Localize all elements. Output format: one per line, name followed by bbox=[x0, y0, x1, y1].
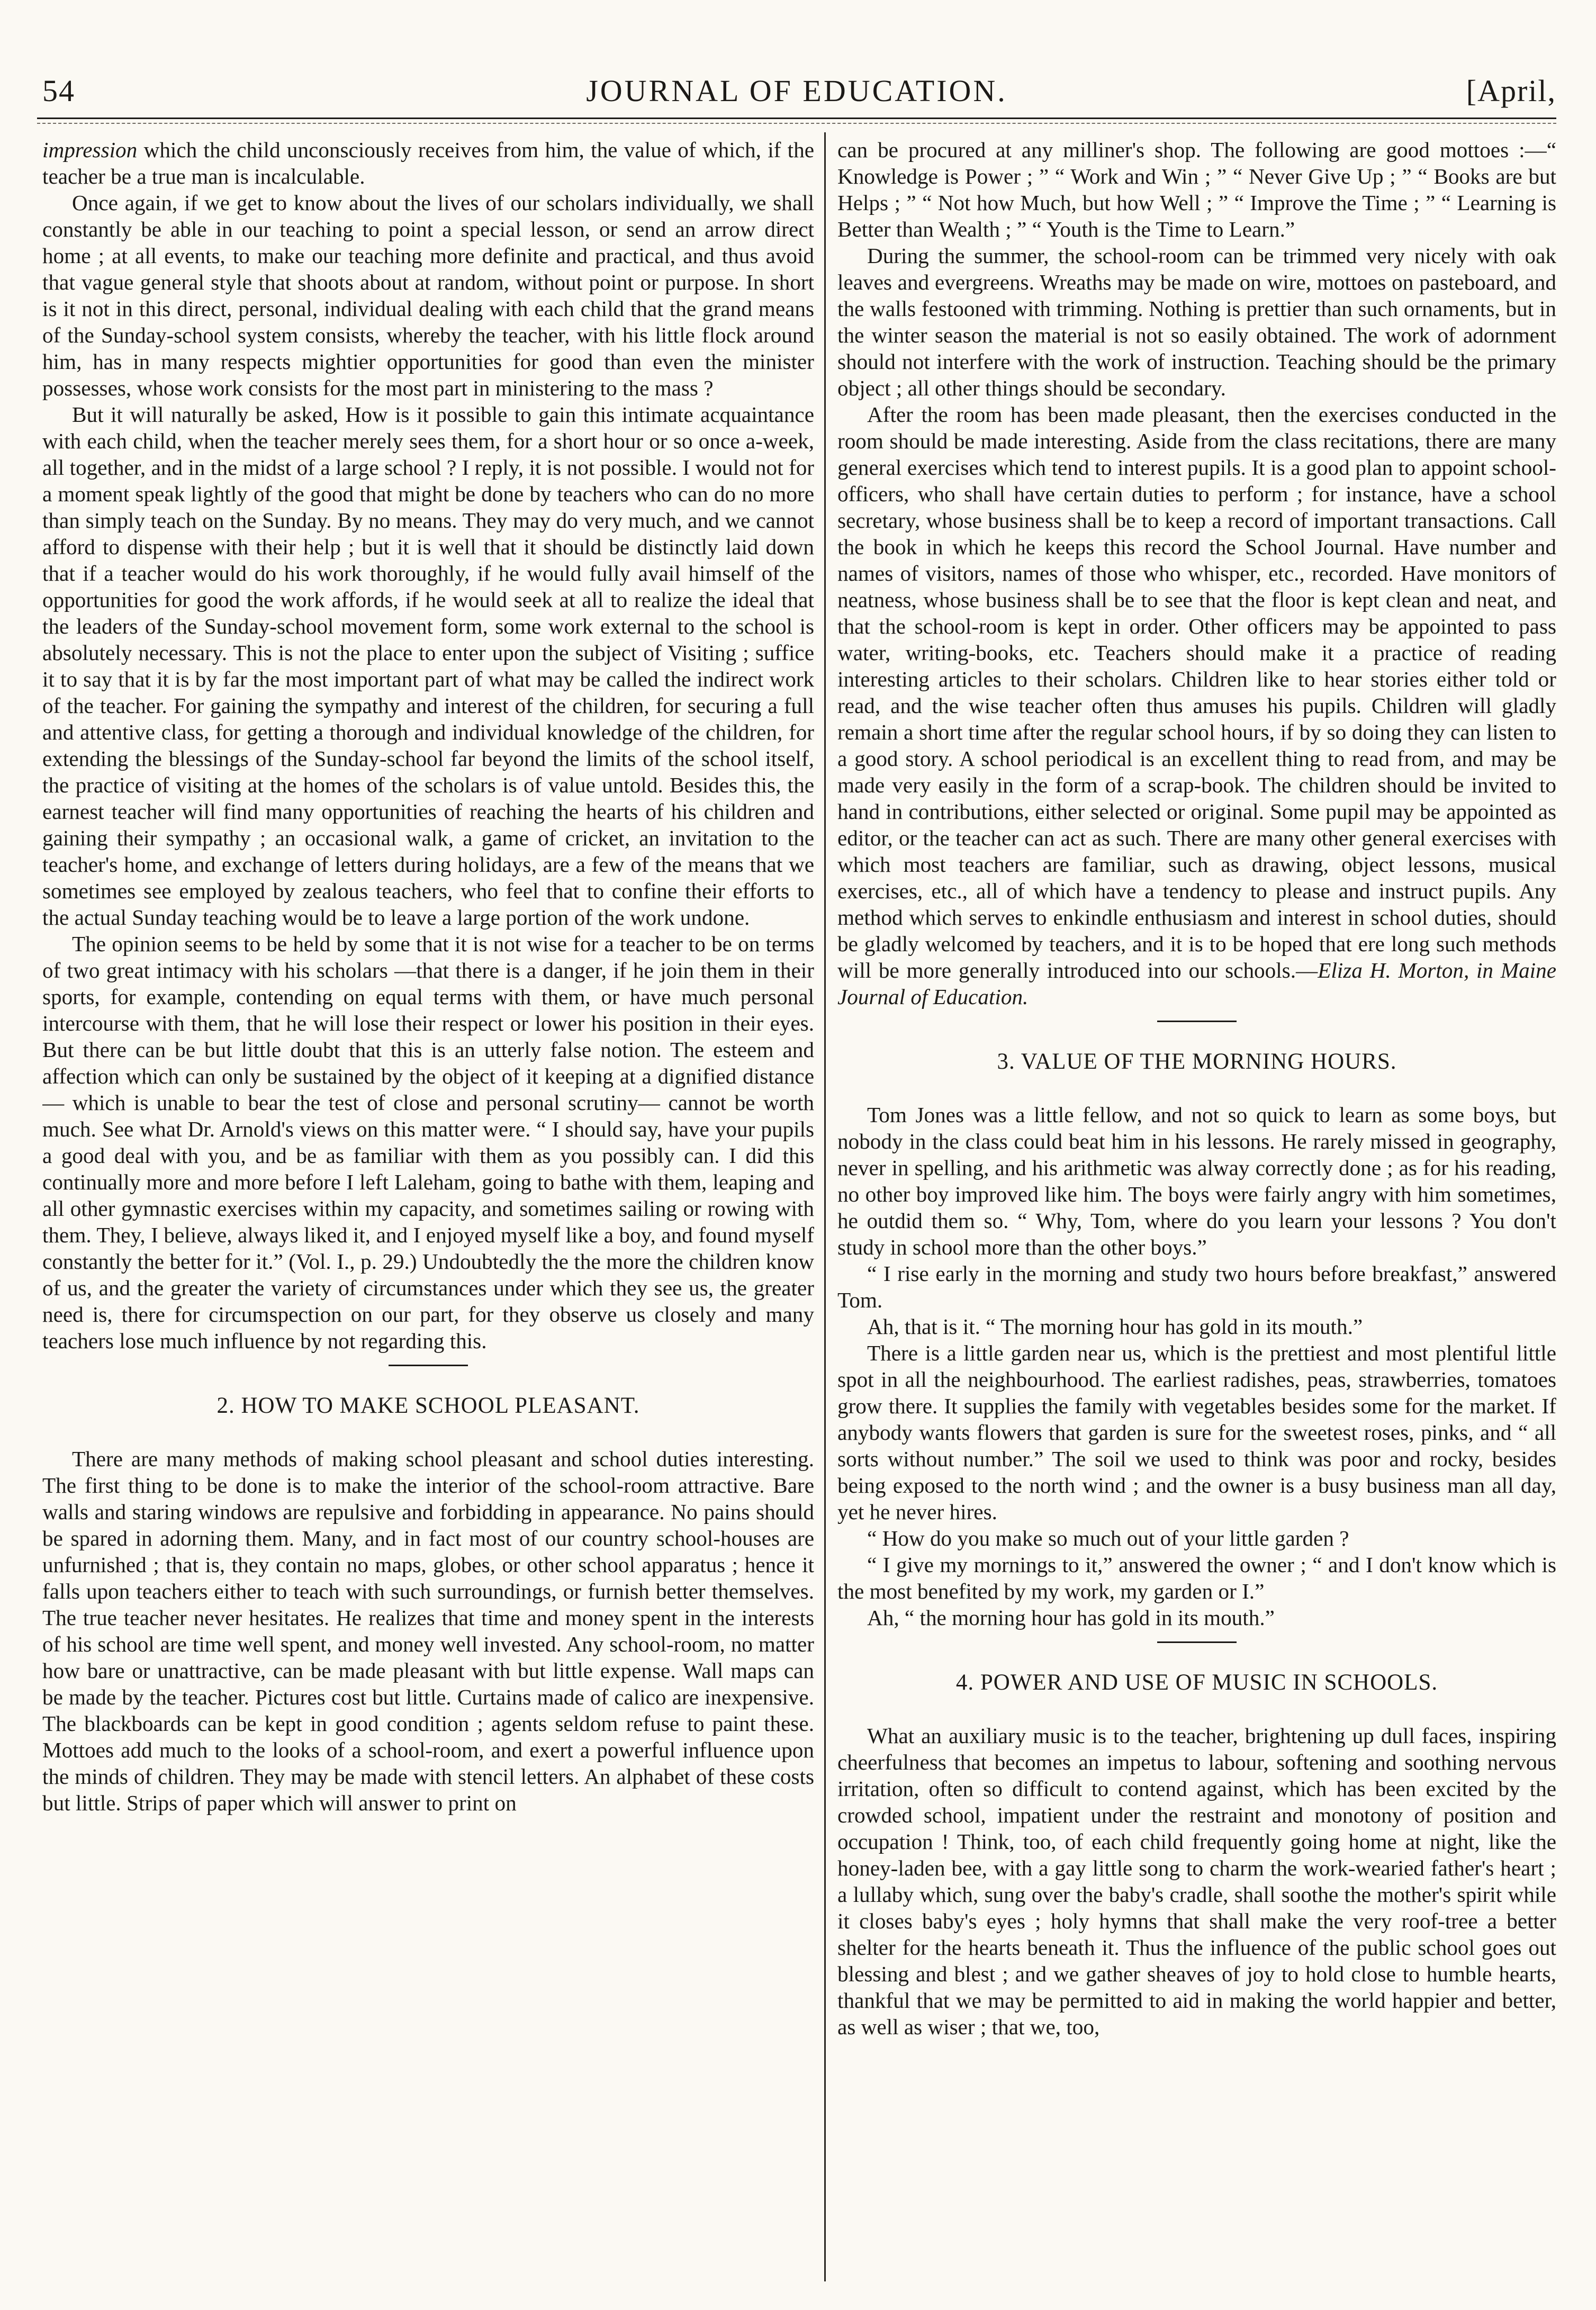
running-head bbox=[37, 62, 1556, 110]
section-divider bbox=[389, 1365, 468, 1366]
journal-title: JOURNAL OF EDUCATION. bbox=[586, 74, 1007, 108]
paragraph: “ I rise early in the morning and study two hours before breakfast,” answered Tom. bbox=[837, 1261, 1556, 1312]
paragraph: Tom Jones was a little fellow, and not so quick to learn as some boys, but nobody in the class could beat him in his lessons. He rarely missed in geography, never in spelling, and his arithmetic was alway correctly done ; as for his reading, no other boy improved like him. The boys were fairly angry with him sometimes, he outdid them so. “ Why, Tom, where do you learn your lessons ? You don't study in school more than the other boys.” bbox=[837, 1103, 1556, 1259]
article-credit: Eliza H. Morton, in Maine Journal of Education. bbox=[837, 958, 1556, 1009]
header-rule-dashed bbox=[37, 123, 1556, 124]
section-heading-3: 3. VALUE OF THE MORNING HOURS. bbox=[997, 1049, 1397, 1074]
paragraph: impression which the child unconsciously receives from him, the value of which, if the teacher be a true man is incalculable. bbox=[42, 138, 814, 188]
section-divider bbox=[1157, 1641, 1237, 1643]
paragraph: There is a little garden near us, which is the prettiest and most plentiful little spot in all the neighbourhood. The earliest radishes, peas, strawberries, tomatoes grow there. It supplies the family with vegetables besides some for the market. If anybody wants flowers that garden is sure for the sweetest roses, pinks, and “ all sorts without number.” The soil we used to think was poor and rocky, besides being exposed to the north wind ; and the owner is a busy business man all day, yet he never hires. bbox=[837, 1341, 1556, 1524]
section-heading-4: 4. POWER AND USE OF MUSIC IN SCHOOLS. bbox=[955, 1670, 1438, 1695]
column-divider bbox=[824, 132, 826, 2281]
paragraph: The opinion seems to be held by some that it is not wise for a teacher to be on terms of two great intimacy with his scholars —that there is a danger, if he join them in their sports, for example, contending on equal terms with them, or have much personal intercourse with them, that he will lose their respect or lower his position in their eyes. But there can be but little doubt that this is an utterly false notion. The esteem and affection which can only be sustained by the object of it keeping at a dignified distance— which is unable to bear the test of close and personal scrutiny— cannot be worth much. See what Dr. Arnold's views on this matter were. “ I should say, have your pupils a good deal with you, and be as familiar with them as you possibly can. I did this continually more and more before I left Laleham, going to bathe with them, leaping and all other gymnastic exercises within my capacity, and sometimes sailing or rowing with them. They, I believe, always liked it, and I enjoyed myself like a boy, and found myself constantly the better for it.” (Vol. I., p. 29.) Undoubtedly the the more the children know of us, and the greater the variety of circumstances under which they see us, the greater need is, there for circumspection on our part, for they observe us closely and many teachers lose much influence by not regarding this. bbox=[42, 932, 814, 1353]
paragraph: After the room has been made pleasant, then the exercises conducted in the room should be made interesting. Aside from the class recitations, there are many general exercises which tend to interest pupils. It is a good plan to appoint school-officers, who shall have certain duties to perform ; for instance, have a school secretary, whose business shall be to keep a record of important transactions. Call the book in which he keeps this record the School Journal. Have number and names of visitors, names of those who whisper, etc., recorded. Have monitors of neatness, whose business shall be to see that the floor is kept clean and neat, and that the school-room is kept in order. Other officers may be appointed to pass water, writing-books, etc. Teachers should make it a practice of reading interesting articles to their scholars. Children like to hear stories either told or read, and the wise teacher often thus amuses his pupils. Children will gladly remain a short time after the regular school hours, if by so doing they can listen to a good story. A school periodical is an excellent thing to read from, and may be made very easily in the form of a scrap-book. The children should be invited to hand in contributions, either selected or original. Some pupil may be appointed as editor, or the teacher can act as such. There are many other general exercises with which most teachers are familiar, such as drawing, object lessons, musical exercises, etc., all of which have a tendency to please and instruct pupils. Any method which serves to enkindle enthusiasm and interest in school duties, should be gladly welcomed by teachers, and it is to be hoped that ere long such methods will be more generally introduced into our schools.—Eliza H. Morton, in Maine Journal of Education. bbox=[837, 402, 1556, 1009]
header-rule bbox=[37, 118, 1556, 119]
section-heading-2: 2. HOW TO MAKE SCHOOL PLEASANT. bbox=[217, 1393, 640, 1418]
italic-word: impression bbox=[42, 138, 138, 162]
paragraph: Ah, “ the morning hour has gold in its mouth.” bbox=[867, 1605, 1275, 1630]
paragraph: What an auxiliary music is to the teacher, brightening up dull faces, inspiring cheerfulness that becomes an impetus to labour, softening and soothing nervous irritation, often so difficult to contend against, which has been excited by the crowded school, impatient under the restraint and monotony of position and occupation ! Think, too, of each child frequently going home at night, like the honey-laden bee, with a gay little song to charm the work-wearied father's heart ; a lullaby which, sung over the baby's cradle, shall soothe the mother's spirit while it closes baby's eyes ; holy hymns that shall make the very roof-tree a better shelter for the hearts beneath it. Thus the influence of the public school goes out blessing and blest ; and we gather sheaves of joy to hold close to humble hearts, thankful that we may be permitted to aid in making the world happier and better, as well as wiser ; that we, too, bbox=[837, 1724, 1556, 2039]
right-column bbox=[837, 137, 1556, 2286]
paragraph: “ I give my mornings to it,” answered the owner ; “ and I don't know which is the most benefited by my work, my garden or I.” bbox=[837, 1553, 1556, 1603]
paragraph: Once again, if we get to know about the lives of our scholars individually, we shall constantly be able in our teaching to point a special lesson, or send an arrow direct home ; at all events, to make our teaching more definite and practical, and thus avoid that vague general style that shoots about at random, without point or purpose. In short is it not in this direct, personal, individual dealing with each child that the grand means of the Sunday-school system consists, whereby the teacher, with his little flock around him, has in many respects mightier opportunities for good than even the minister possesses, whose work consists for the most part in ministering to the mass ? bbox=[42, 191, 814, 400]
paragraph: Ah, that is it. “ The morning hour has gold in its mouth.” bbox=[867, 1314, 1363, 1339]
page-number: 54 bbox=[42, 74, 75, 108]
section-divider bbox=[1157, 1021, 1237, 1022]
paragraph: can be procured at any milliner's shop. The following are good mottoes :—“ Knowledge is Power ; ” “ Work and Win ; ” “ Never Give Up ; ” “ Books are but Helps ; ” “ Not how Much, but how Well ; ” “ Improve the Time ; ” “ Learning is Better than Wealth ; ” “ Youth is the Time to Learn.” bbox=[837, 138, 1556, 241]
paragraph: But it will naturally be asked, How is it possible to gain this intimate acquaintance with each child, when the teacher merely sees them, for a short hour or so once a-week, all together, and in the midst of a large school ? I reply, it is not possible. I would not for a moment speak lightly of the good that might be done by teachers who can do no more than simply teach on the Sunday. By no means. They may do very much, and we cannot afford to dispense with their help ; but it is well that it should be distinctly laid down that if a teacher would do his work thoroughly, if he would fully avail himself of the opportunities for good the work affords, if he would seek at all to realize the ideal that the leaders of the Sunday-school movement form, some work external to the school is absolutely necessary. This is not the place to enter upon the subject of Visiting ; suffice it to say that it is by far the most important part of what may be called the indirect work of the teacher. For gaining the sympathy and interest of the children, for securing a full and attentive class, for getting a thorough and individual knowledge of the children, for extending the blessings of the Sunday-school far beyond the limits of the school itself, the practice of visiting at the homes of the scholars is of value untold. Besides this, the earnest teacher will find many opportunities of reaching the hearts of his children and gaining their sympathy ; an occasional walk, a game of cricket, an invitation to the teacher's home, and exchange of letters during holidays, are a few of the means that we sometimes see employed by zealous teachers, who feel that to confine their efforts to the actual Sunday teaching would be to leave a large portion of the work undone. bbox=[42, 402, 814, 930]
left-column bbox=[42, 137, 814, 2286]
paragraph: “ How do you make so much out of your little garden ? bbox=[867, 1526, 1349, 1550]
paragraph: There are many methods of making school pleasant and school duties interesting. The first thing to be done is to make the interior of the school-room attractive. Bare walls and staring windows are repulsive and forbidding in appearance. No pains should be spared in adorning them. Many, and in fact most of our country school-houses are unfurnished ; that is, they contain no maps, globes, or other school apparatus ; hence it falls upon teachers either to teach with such surroundings, or furnish better themselves. The true teacher never hesitates. He realizes that time and money spent in the interests of his school are time well spent, and money well invested. Any school-room, no matter how bare or unattractive, can be made pleasant with but little expense. Wall maps can be made by the teacher. Pictures cost but little. Curtains made of calico are inexpensive. The blackboards can be kept in good condition ; agents seldom refuse to paint these. Mottoes add much to the looks of a school-room, and exert a powerful influence upon the minds of children. They may be made with stencil letters. An alphabet of these costs but little. Strips of paper which will answer to print on bbox=[42, 1447, 814, 1815]
issue-month: [April, bbox=[1466, 74, 1556, 108]
paragraph: During the summer, the school-room can be trimmed very nicely with oak leaves and evergreens. Wreaths may be made on wire, mottoes on pasteboard, and the walls festooned with trimming. Nothing is prettier than such ornaments, but in the winter season the material is not so easily obtained. The work of adornment should not interfere with the work of instruction. Teaching should be the primary object ; all other things should be secondary. bbox=[837, 243, 1556, 400]
